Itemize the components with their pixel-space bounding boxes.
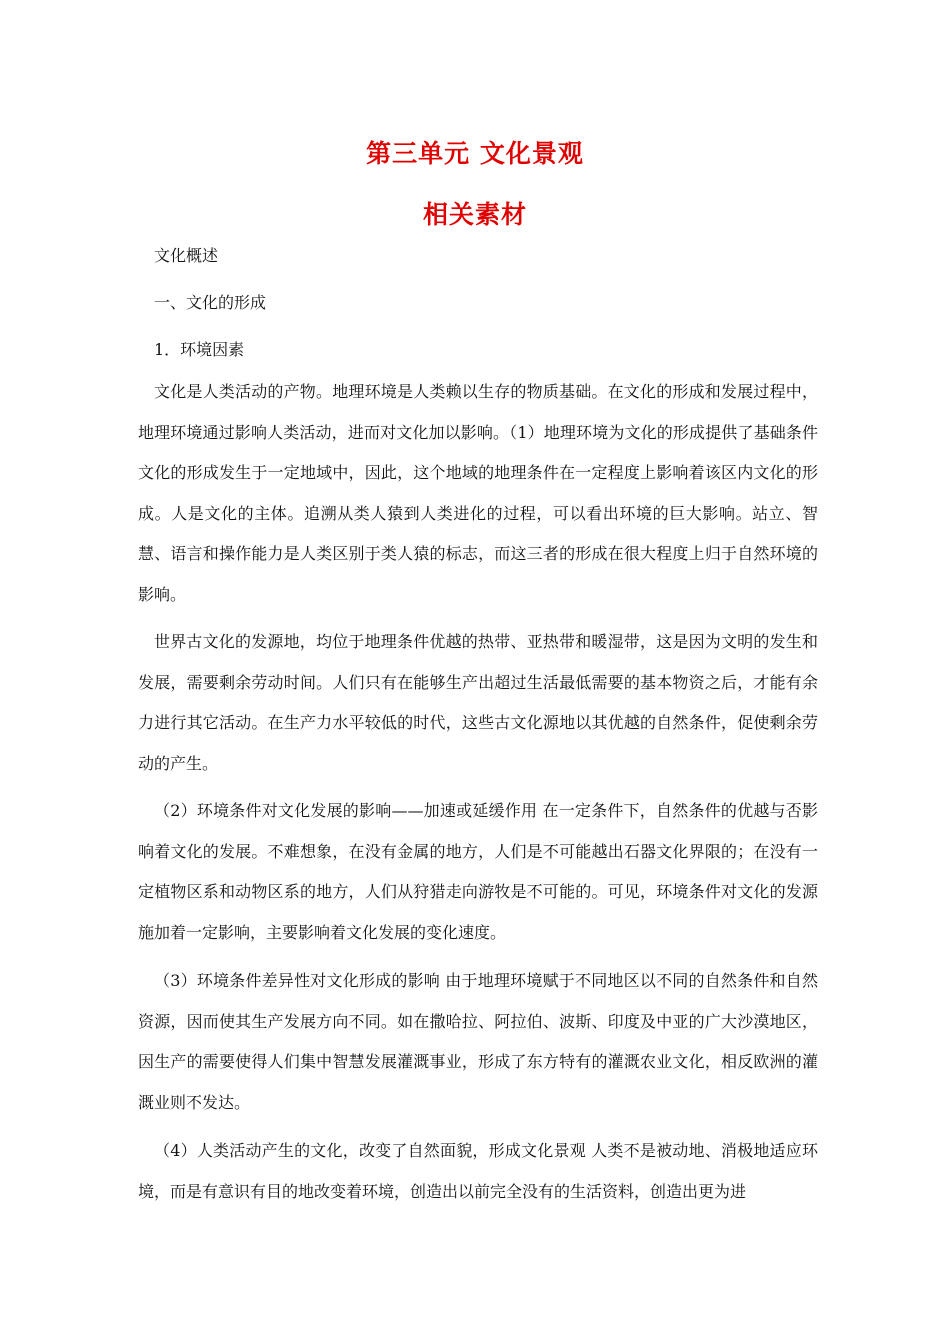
item-heading: 1．环境因素 [154,340,245,359]
document-title: 第三单元 文化景观 [366,139,584,168]
body-paragraph: （3）环境条件差异性对文化形成的影响 由于地理环境赋于不同地区以不同的自然条件和自然资源，因而使其生产发展方向不同。如在撒哈拉、阿拉伯、波斯、印度及中亚的广大沙漠地区，因生产的需要使得人们集中智慧发展灌溉事业，形成了东方特有的灌溉农业文化，相反欧洲的灌溉业则不发达。 [138,971,818,1112]
body-paragraph: 世界古文化的发源地，均位于地理条件优越的热带、亚热带和暖湿带，这是因为文明的发生和发展，需要剩余劳动时间。人们只有在能够生产出超过生活最低需要的基本物资之后，才能有余力进行其它活动。在生产力水平较低的时代，这些古文化源地以其优越的自然条件，促使剩余劳动的产生。 [138,632,818,773]
body-paragraph: （2）环境条件对文化发展的影响——加速或延缓作用 在一定条件下，自然条件的优越与否影响着文化的发展。不难想象，在没有金属的地方，人们是不可能越出石器文化界限的；在没有一定植物区系和动物区系的地方，人们从狩猎走向游牧是不可能的。可见，环境条件对文化的发源施加着一定影响，主要影响着文化发展的变化速度。 [138,801,818,942]
body-paragraph: （4）人类活动产生的文化，改变了自然面貌，形成文化景观 人类不是被动地、消极地适应环境，而是有意识有目的地改变着环境，创造出以前完全没有的生活资料，创造出更为进 [138,1141,818,1201]
section-heading: 文化概述 [154,246,219,265]
body-paragraph: 文化是人类活动的产物。地理环境是人类赖以生存的物质基础。在文化的形成和发展过程中，地理环境通过影响人类活动，进而对文化加以影响。（1）地理环境为文化的形成提供了基础条件 文化的形成发生于一定地域中，因此，这个地域的地理条件在一定程度上影响着该区内文化的形成。人是文化的主体。追溯从类人猿到人类进化的过程，可以看出环境的巨大影响。站立、智慧、语言和操作能力是人类区别于类人猿的标志，而这三者的形成在很大程度上归于自然环境的影响。 [138,382,818,604]
subsection-heading: 一、文化的形成 [154,293,267,312]
document-subtitle: 相关素材 [422,200,527,229]
